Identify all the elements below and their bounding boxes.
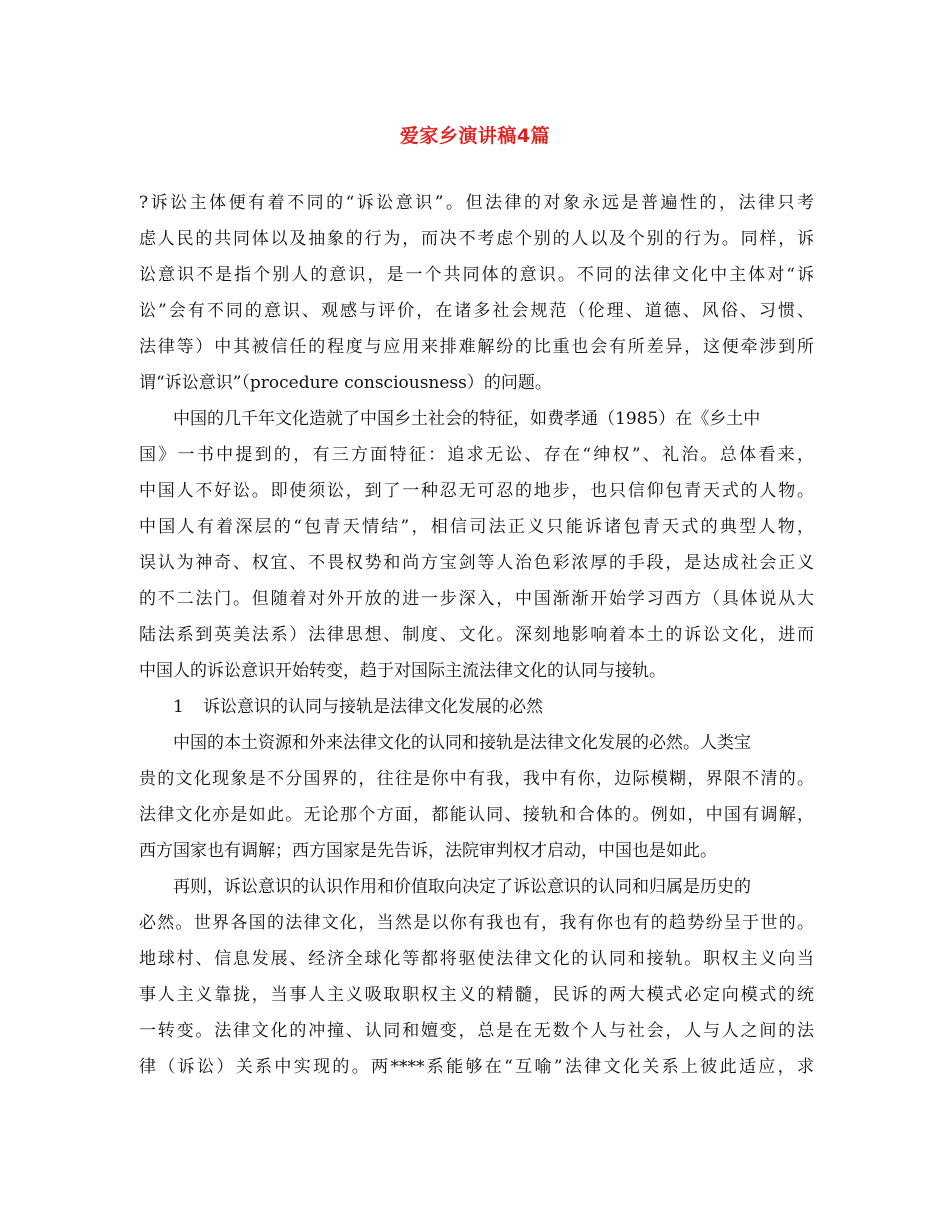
paragraph-first-line: 中国的本土资源和外来法律文化的认同和接轨是法律文化发展的必然。人类宝 xyxy=(173,733,751,753)
section-heading xyxy=(139,689,814,725)
text-line: 中国人有着深层的“包青天情结”，相信司法正义只能诉诸包青天式的典型人物， xyxy=(139,517,814,537)
text-line: 讼”会有不同的意识、观感与评价，在诸多社会规范（伦理、道德、风俗、习惯、 xyxy=(139,301,814,321)
text-line: 误认为神奇、权宜、不畏权势和尚方宝剑等人治色彩浓厚的手段，是达成社会正义 xyxy=(139,553,814,573)
text-line: 必然。世界各国的法律文化，当然是以你有我也有，我有你也有的趋势纷呈于世的。 xyxy=(139,913,814,933)
document-title: 爱家乡演讲稿4篇 xyxy=(399,125,551,147)
text-line: 的不二法门。但随着对外开放的进一步深入，中国渐渐开始学习西方（具体说从大 xyxy=(139,589,814,609)
text-line: 法律等）中其被信任的程度与应用来排难解纷的比重也会有所差异，这便牵涉到所 xyxy=(139,337,814,357)
text-line: 陆法系到英美法系）法律思想、制度、文化。深刻地影响着本土的诉讼文化，进而 xyxy=(139,625,814,645)
text-line: 谓“诉讼意识”（procedure consciousness）的问题。 xyxy=(139,373,552,393)
text-line: 虑人民的共同体以及抽象的行为，而决不考虑个别的人以及个别的行为。同样，诉 xyxy=(139,229,814,249)
paragraph-first-line: 中国的几千年文化造就了中国乡土社会的特征，如费孝通（1985）在《乡土中 xyxy=(173,409,761,429)
text-line: 中国人不好讼。即使须讼，到了一种忍无可忍的地步，也只信仰包青天式的人物。 xyxy=(139,481,814,501)
text-line: 中国人的诉讼意识开始转变，趋于对国际主流法律文化的认同与接轨。 xyxy=(139,661,666,681)
text-line: 律（诉讼）关系中实现的。两****系能够在“互喻”法律文化关系上彼此适应，求 xyxy=(139,1057,814,1077)
text-line: 西方国家也有调解；西方国家是先告诉，法院审判权才启动，中国也是如此。 xyxy=(139,841,717,861)
text-line: 一转变。法律文化的冲撞、认同和嬗变，总是在无数个人与社会，人与人之间的法 xyxy=(139,1021,814,1041)
paragraph-first-line: 再则，诉讼意识的认识作用和价值取向决定了诉讼意识的认同和归属是历史的 xyxy=(173,877,751,897)
text-line: 法律文化亦是如此。无论那个方面，都能认同、接轨和合体的。例如，中国有调解， xyxy=(139,805,814,825)
text-line: ?诉讼主体便有着不同的“诉讼意识”。但法律的对象永远是普遍性的，法律只考 xyxy=(139,193,814,213)
text-line: 讼意识不是指个别人的意识，是一个共同体的意识。不同的法律文化中主体对“诉 xyxy=(139,265,814,285)
text-line: 贵的文化现象是不分国界的，往往是你中有我，我中有你，边际模糊，界限不清的。 xyxy=(139,769,814,789)
text-line: 国》一书中提到的，有三方面特征：追求无讼、存在“绅权”、礼治。总体看来， xyxy=(139,445,814,465)
section-heading-text: 诉讼意识的认同与接轨是法律文化发展的必然 xyxy=(203,697,543,717)
text-line: 地球村、信息发展、经济全球化等都将驱使法律文化的认同和接轨。职权主义向当 xyxy=(139,949,814,969)
section-number: 1 xyxy=(173,697,184,717)
document-body xyxy=(139,185,814,1085)
text-line: 事人主义靠拢，当事人主义吸取职权主义的精髓，民诉的两大模式必定向模式的统 xyxy=(139,985,814,1005)
